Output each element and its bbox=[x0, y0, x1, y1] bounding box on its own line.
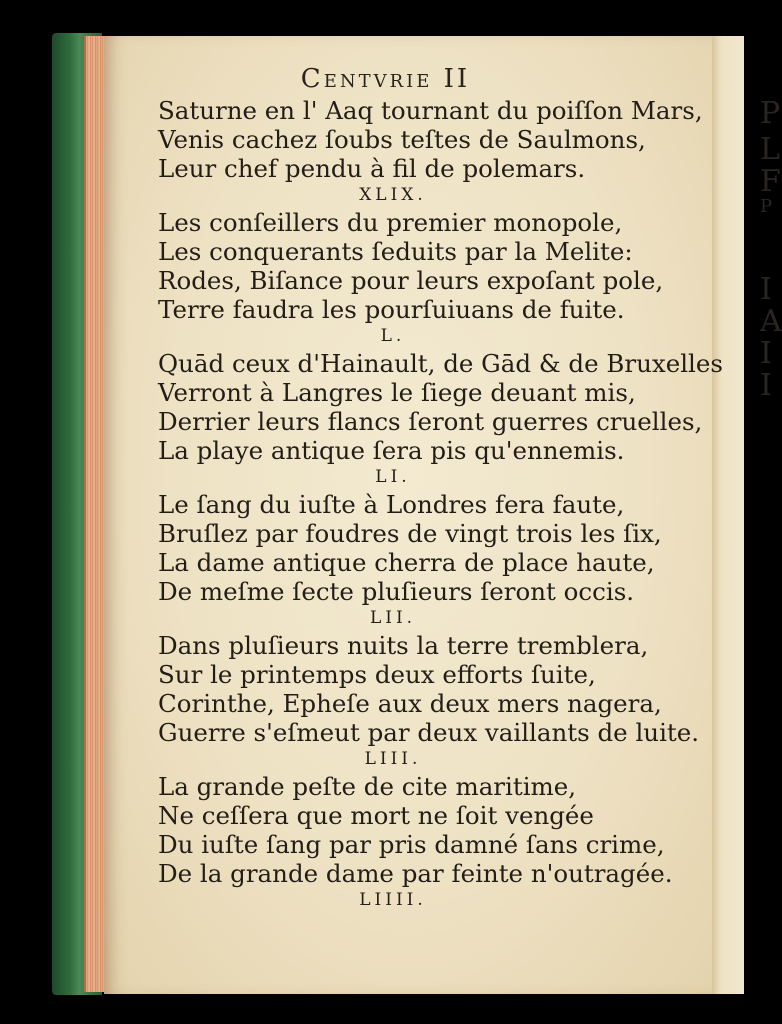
quatrain-number: LIII. bbox=[364, 749, 422, 769]
facing-page-fragment: P bbox=[760, 96, 781, 131]
facing-page-fragment: I bbox=[760, 272, 772, 307]
verse-line: Guerre s'eſmeut par deux vaillants de luite. bbox=[158, 718, 700, 747]
facing-page-fragment: I bbox=[760, 336, 772, 371]
quatrain-number: LII. bbox=[369, 608, 417, 628]
verse-line: Corinthe, Epheſe aux deux mers nagera, bbox=[158, 689, 662, 718]
quatrain-number: LIIII. bbox=[359, 890, 427, 910]
verse-text bbox=[158, 96, 723, 913]
verse-line: La playe antique ſera pis qu'ennemis. bbox=[158, 436, 625, 465]
facing-page-fragment: F bbox=[760, 164, 781, 199]
verse-line: Verront à Langres le ſiege deuant mis, bbox=[158, 378, 636, 407]
verse-line: De meſme ſecte pluſieurs ſeront occis. bbox=[158, 577, 635, 606]
verse-line: Dans pluſieurs nuits la terre tremblera, bbox=[158, 631, 649, 660]
quatrain-number: XLIX. bbox=[359, 185, 427, 205]
verse-line: Les conſeillers du premier monopole, bbox=[158, 208, 623, 237]
verse-line: Saturne en l' Aaq tournant du poiſſon Mars, bbox=[158, 96, 703, 125]
verse-line: Leur chef pendu à fil de polemars. bbox=[158, 154, 586, 183]
verse-line: La grande peſte de cite maritime, bbox=[158, 772, 577, 801]
quatrain-number: L. bbox=[380, 326, 406, 346]
verse-line: La dame antique cherra de place haute, bbox=[158, 548, 655, 577]
facing-page-fragment: L bbox=[760, 132, 780, 167]
quatrain-number: LI. bbox=[375, 467, 411, 487]
verse-line: Les conquerants ſeduits par la Melite: bbox=[158, 237, 633, 266]
verse-line: Du iuſte ſang par pris damné ſans crime, bbox=[158, 830, 665, 859]
verse-line: Ne ceſſera que mort ne ſoit vengée bbox=[158, 801, 594, 830]
verse-line: Rodes, Biſance pour leurs expoſant pole, bbox=[158, 266, 664, 295]
verse-line: Derrier leurs flancs ſeront guerres cruelles, bbox=[158, 407, 703, 436]
verse-line: Bruſlez par foudres de vingt trois les ſix, bbox=[158, 519, 662, 548]
verse-line: Venis cachez ſoubs teſtes de Saulmons, bbox=[158, 125, 646, 154]
verse-line: Le ſang du iuſte à Londres fera faute, bbox=[158, 490, 625, 519]
running-head: Centvrie II bbox=[300, 64, 471, 94]
verse-line: Quād ceux d'Hainault, de Gād & de Bruxelles bbox=[158, 349, 723, 378]
verse-line: Sur le printemps deux efforts ſuite, bbox=[158, 660, 596, 689]
facing-page-fragment: I bbox=[760, 368, 772, 403]
verse-line: Terre faudra les pourſuiuans de fuite. bbox=[158, 295, 625, 324]
facing-page-fragment: A bbox=[760, 304, 782, 339]
verse-line: De la grande dame par feinte n'outragée. bbox=[158, 859, 673, 888]
facing-page-fragment: P bbox=[760, 196, 773, 217]
